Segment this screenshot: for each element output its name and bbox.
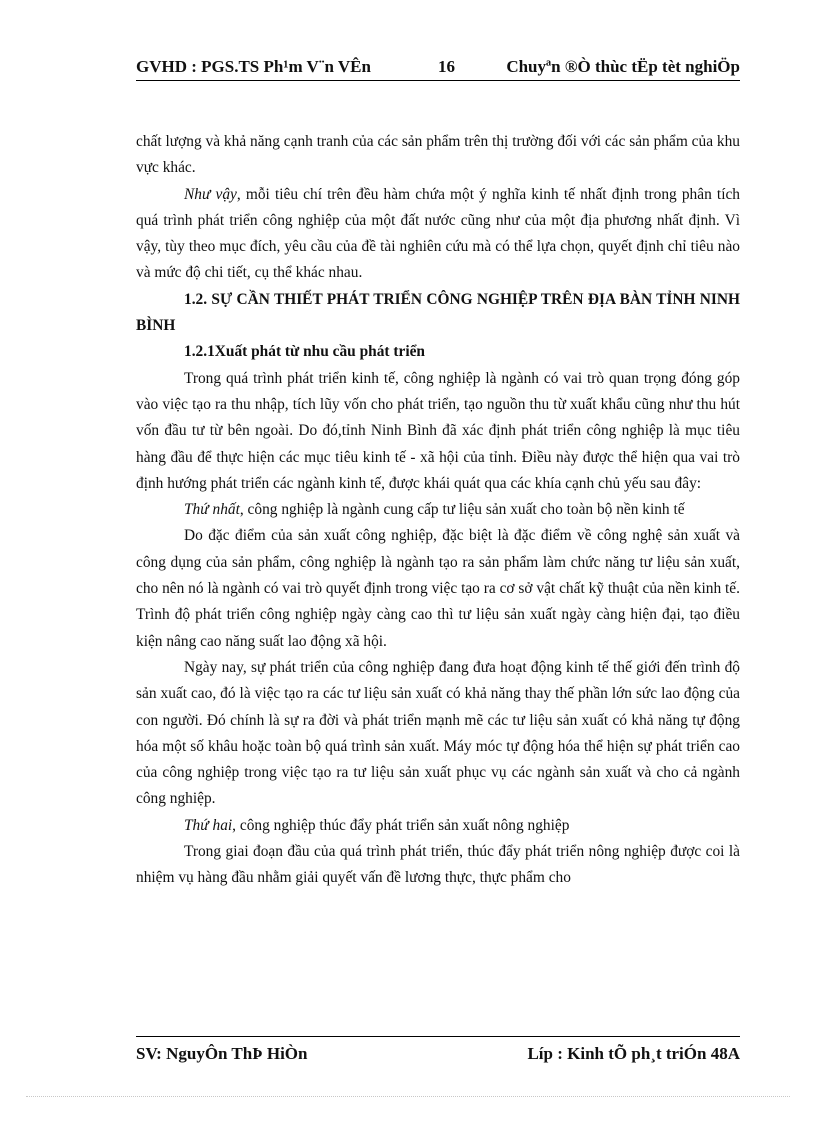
page-footer — [136, 1036, 740, 1068]
section-heading: 1.2. SỰ CẦN THIẾT PHÁT TRIỂN CÔNG NGHIỆP TRÊN ĐỊA BÀN TỈNH NINH BÌNH — [136, 290, 740, 335]
paragraph-first-point: Thứ nhất, công nghiệp là ngành cung cấp tư liệu sản xuất cho toàn bộ nền kinh tế — [184, 501, 685, 519]
footer-student: SV: NguyÔn ThÞ HiÒn — [136, 1044, 308, 1063]
italic-lead: Thứ hai — [184, 816, 233, 834]
header-page-number: 16 — [438, 57, 455, 76]
paragraph-body: Do đặc điểm của sản xuất công nghiệp, đặc biệt là đặc điểm về công nghệ sản xuất và công dụng của sản phẩm, công nghiệp là ngành tạo ra sản phẩm làm chức năng tư liệu sản xuất, cho nên nó là ngành có vai trò quyết định trong việc tạo ra cơ sở vật chất kỹ thuật của nền kinh tế. Trình độ phát triển công nghiệp ngày càng cao thì tư liệu sản xuất ngày càng hiện đại, tạo điều kiện nâng cao năng suất lao động xã hội. — [136, 527, 740, 650]
page-bottom-divider — [26, 1096, 790, 1097]
subsection-heading: 1.2.1Xuất phát từ nhu cầu phát triển — [184, 343, 425, 361]
paragraph-intro: Trong quá trình phát triển kinh tế, công nghiệp là ngành có vai trò quan trọng đóng góp vào việc tạo ra thu nhập, tích lũy vốn cho phát triển, tạo nguồn thu từ xuất khẩu cũng như thu hút vốn đầu tư từ bên ngoài. Do đó,tỉnh Ninh Bình đã xác định phát triển công nghiệp là mục tiêu hàng đầu để thực hiện các mục tiêu kinh tế - xã hội của tỉnh. Điều này được thể hiện qua vai trò định hướng phát triển các ngành kinh tế, được khái quát qua các khía cạnh chủ yếu sau đây: — [136, 369, 740, 492]
paragraph-summary: Như vậy, mỗi tiêu chí trên đều hàm chứa một ý nghĩa kinh tế nhất định trong phân tích quá trình phát triển công nghiệp của một đất nước cũng như của một địa phương nhất định. Vì vậy, tùy theo mục đích, yêu cầu của đề tài nghiên cứu mà có thể lựa chọn, quyết định chỉ tiêu nào và mức độ chi tiết, cụ thể khác nhau. — [136, 185, 740, 282]
paragraph-continuation: chất lượng và khả năng cạnh tranh của các sản phẩm trên thị trường đối với các sản phẩm của khu vực khác. — [136, 133, 740, 177]
paragraph-body: Trong giai đoạn đầu của quá trình phát triển, thúc đẩy phát triển nông nghiệp được coi là nhiệm vụ hàng đầu nhằm giải quyết vấn đề lương thực, thực phẩm cho — [136, 843, 740, 887]
paragraph-second-point: Thứ hai, công nghiệp thúc đẩy phát triển sản xuất nông nghiệp — [184, 816, 570, 834]
footer-class: Líp : Kinh tÕ ph¸t triÓn 48A — [527, 1044, 740, 1063]
italic-lead: Như vậy — [184, 185, 237, 203]
document-body — [136, 129, 740, 892]
italic-lead: Thứ nhất — [184, 501, 240, 519]
header-thesis-title: Chuyªn ®Ò thùc tËp tèt nghiÖp — [506, 57, 740, 76]
header-supervisor: GVHD : PGS.TS Ph¹m V¨n VÊn — [136, 57, 371, 76]
paragraph-body: Ngày nay, sự phát triển của công nghiệp đang đưa hoạt động kinh tế thế giới đến trình độ sản xuất cao, đó là việc tạo ra các tư liệu sản xuất có khả năng thay thế phần lớn sức lao động của con người. Đó chính là sự ra đời và phát triển mạnh mẽ các tư liệu sản xuất có khả năng tự động hóa một số khâu hoặc toàn bộ quá trình sản xuất. Máy móc tự động hóa thể hiện sự phát triển cao của công nghiệp trong việc tạo ra tư liệu sản xuất phục vụ các ngành sản xuất và cho cả ngành công nghiệp. — [136, 658, 740, 808]
page-header — [136, 56, 740, 81]
